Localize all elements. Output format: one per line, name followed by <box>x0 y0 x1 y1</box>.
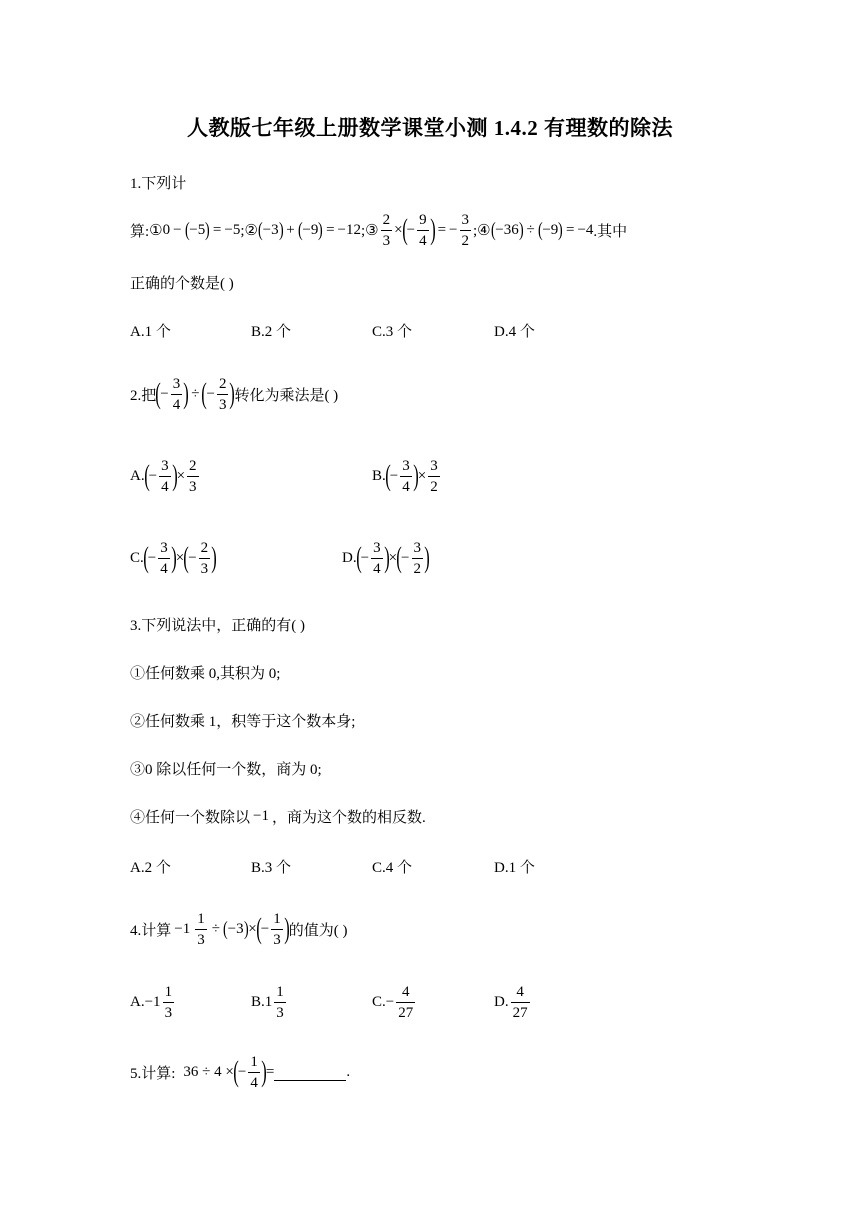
q3-option-c[interactable]: C.4 个 <box>372 859 413 876</box>
q2-option-a[interactable]: A. ( − $\frac{3}{4}$ ) × $\frac{2}{3}$ <box>130 457 197 495</box>
q1-line1: 1.下列计 <box>130 175 187 192</box>
fraction: $\frac{3}{2}$ <box>461 211 469 249</box>
fraction: $\frac{9}{4}$ <box>419 211 427 249</box>
q3-statement-2: ②任何数乘 1，积等于这个数本身; <box>130 713 356 730</box>
page-title: 人教版七年级上册数学课堂小测 1.4.2 有理数的除法 <box>187 116 673 140</box>
q1-option-b[interactable]: B.2 个 <box>251 323 292 340</box>
q2-stem: 2.把 ( − $\frac{3}{4}$ ) ÷ ( − $\frac{2}{3}$ ) 转化为乘法是( ) <box>130 375 339 413</box>
q1-option-c[interactable]: C.3 个 <box>372 323 413 340</box>
q3-option-d[interactable]: D.1 个 <box>494 859 535 876</box>
q3-statement-3: ③0 除以任何一个数，商为 0; <box>130 761 322 778</box>
q3-statement-1: ①任何数乘 0,其积为 0; <box>130 665 281 682</box>
fraction: $\frac{2}{3}$ <box>218 375 227 413</box>
q5-stem: 5.计算: 36 ÷ 4 × ( − $\frac{1}{4}$ ) = . <box>130 1053 351 1091</box>
q1-line3: 正确的个数是( ) <box>130 275 234 292</box>
fraction: $\frac{2}{3}$ <box>382 211 391 249</box>
q1-option-a[interactable]: A.1 个 <box>130 323 171 340</box>
fraction: $\frac{3}{4}$ <box>172 375 181 413</box>
q2-option-b[interactable]: B. ( − $\frac{3}{4}$ ) × $\frac{3}{2}$ <box>372 457 438 495</box>
q3-statement-4: ④任何一个数除以 −1 ，商为这个数的相反数. <box>130 807 426 826</box>
answer-blank[interactable] <box>274 1064 346 1081</box>
q4-option-d[interactable]: D. $\frac{4}{27}$ <box>494 983 528 1021</box>
q2-option-c[interactable]: C. ( − $\frac{3}{4}$ ) × ( − $\frac{2}{3}$ ) <box>130 539 217 577</box>
q3-option-b[interactable]: B.3 个 <box>251 859 292 876</box>
q4-option-a[interactable]: A. −1 $\frac{1}{3}$ <box>130 983 173 1021</box>
q4-option-c[interactable]: C. − $\frac{4}{27}$ <box>372 983 414 1021</box>
q4-option-b[interactable]: B. 1 $\frac{1}{3}$ <box>251 983 284 1021</box>
q3-option-a[interactable]: A.2 个 <box>130 859 171 876</box>
q1-option-d[interactable]: D.4 个 <box>494 323 535 340</box>
q3-stem: 3.下列说法中，正确的有( ) <box>130 617 305 634</box>
q1-formula-line: 算: ① 0 − ( −5 ) = −5 ;② ( −3 ) + ( −9 ) = −12 ;③ $\frac{2}{3}$ × ( − $\frac{9}{4}$ ) = − $\frac{3}{2}$ ;④ ( −36 ) ÷ ( −9 ) = −4 .其中 <box>130 211 628 249</box>
q4-stem: 4.计算 −1 $\frac{1}{3}$ ÷ ( −3 ) × ( − $\frac{1}{3}$ ) 的值为( ) <box>130 910 348 948</box>
q2-option-d[interactable]: D. ( − $\frac{3}{4}$ ) × ( − $\frac{3}{2}$ ) <box>342 539 430 577</box>
